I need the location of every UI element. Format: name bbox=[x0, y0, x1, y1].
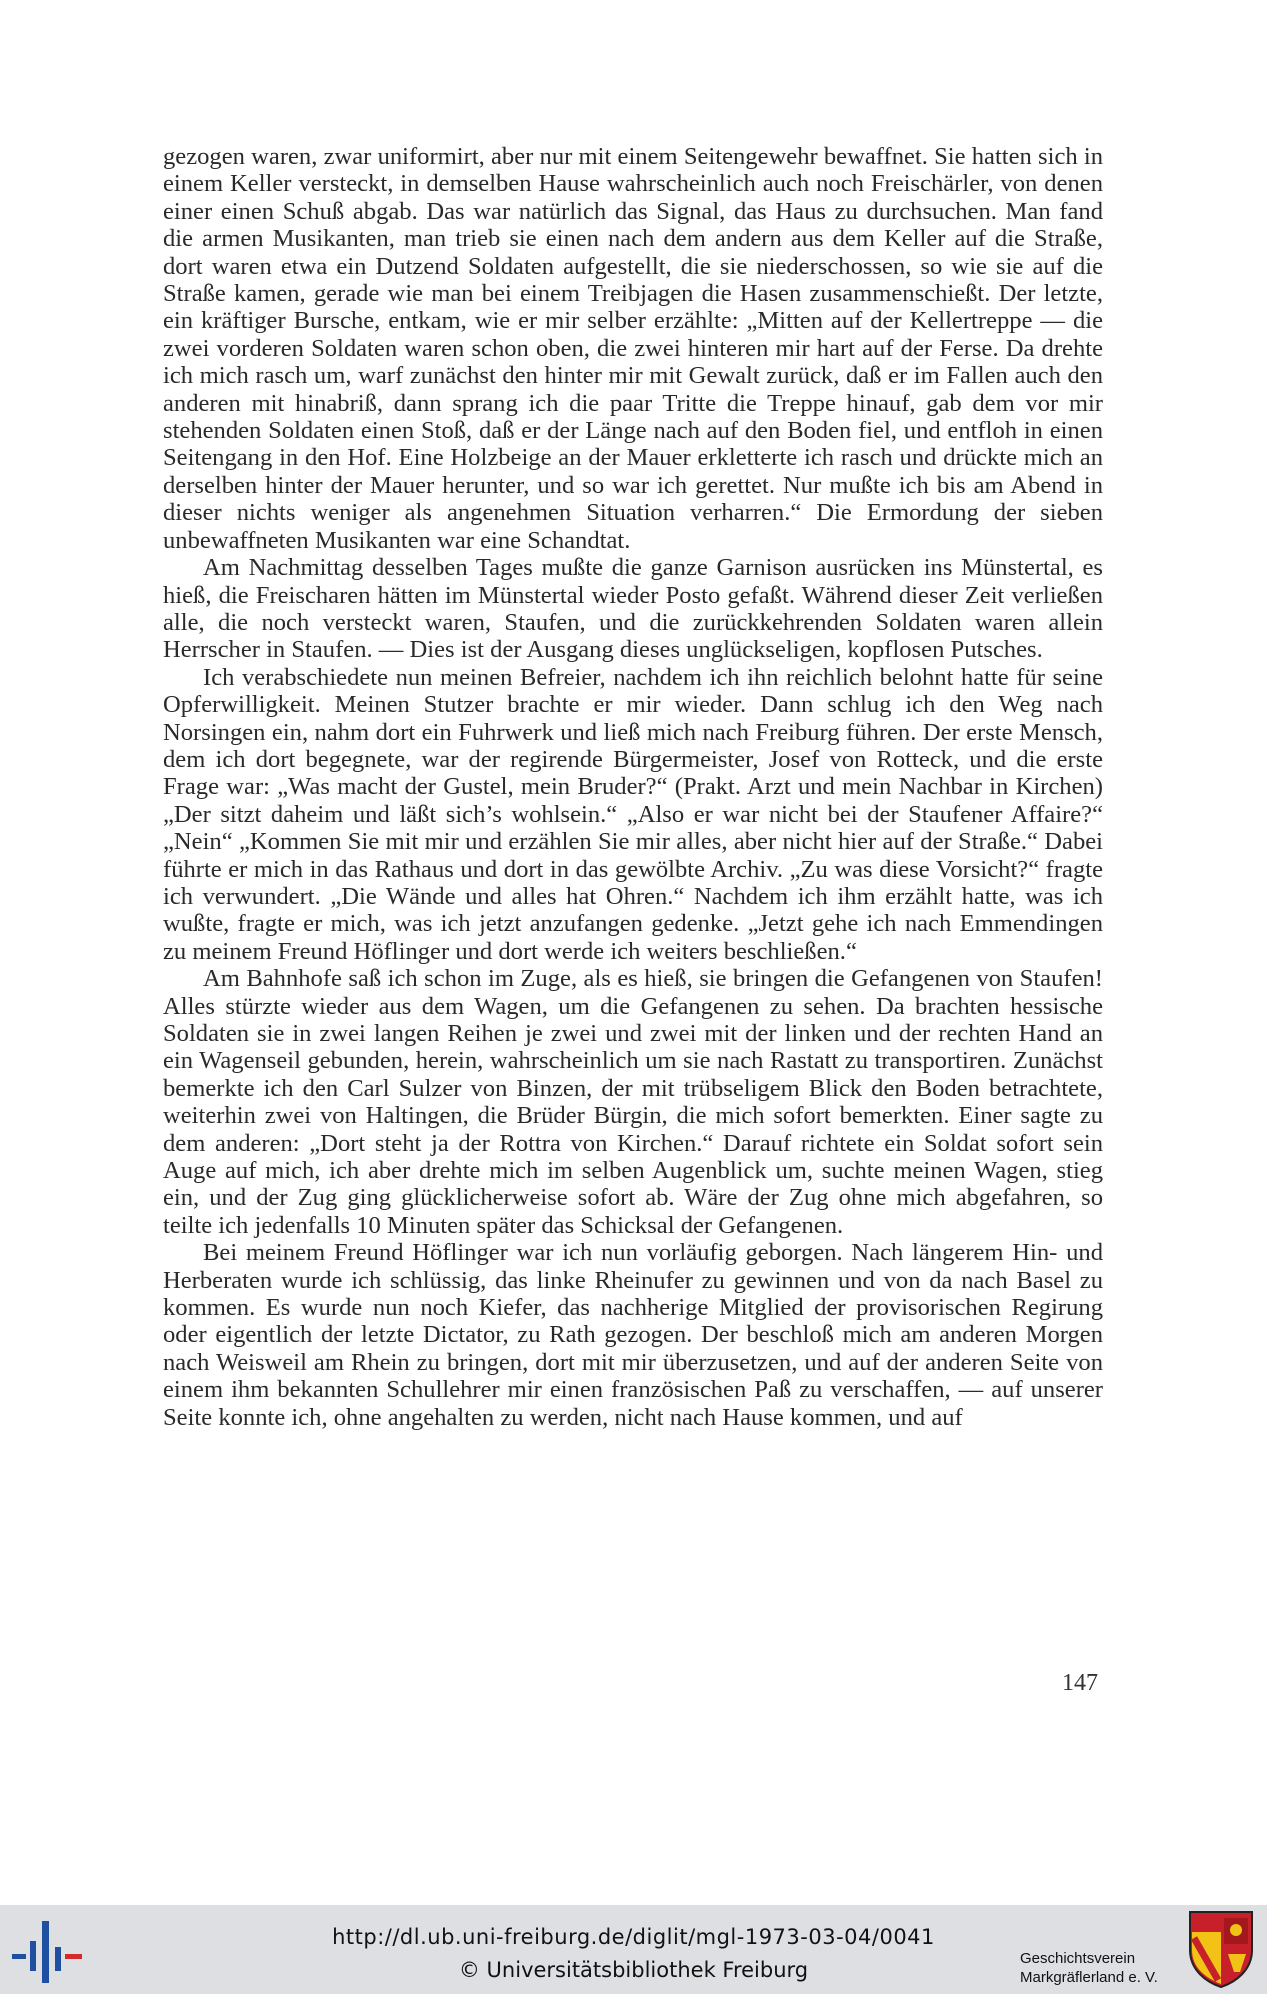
society-name bbox=[1020, 1949, 1180, 1987]
paragraph-3: Ich verabschiedete nun meinen Befreier, nachdem ich ihn reichlich belohnt hatte für seine Opferwilligkeit. Meinen Stutzer brachte er mir wieder. Dann schlug ich den Weg nach Norsingen ein, nahm dort ein Fuhrwerk und ließ mich nach Freiburg führen. Der erste Mensch, dem ich dort begegnete, war der regirende Bürgermeister, Josef von Rotteck, und die erste Frage war: „Was macht der Gustel, mein Bruder?“ (Prakt. Arzt und mein Nachbar in Kirchen) „Der sitzt daheim und läßt sich’s wohlsein.“ „Also er war nicht bei der Staufener Affaire?“ „Nein“ „Kommen Sie mit mir und erzählen Sie mir alles, aber nicht hier auf der Straße.“ Dabei führte er mich in das Rathaus und dort in das gewölbte Archiv. „Zu was diese Vorsicht?“ fragte ich verwundert. „Die Wände und alles hat Ohren.“ Nachdem ich ihm erzählt hatte, was ich wußte, fragte er mich, was ich jetzt anzufangen gedenke. „Jetzt gehe ich nach Emmendingen zu meinem Freund Höflinger und dort werde ich weiters beschließen.“ bbox=[163, 663, 1103, 965]
paragraph-5: Bei meinem Freund Höflinger war ich nun vorläufig geborgen. Nach längerem Hin- und Herberaten wurde ich schlüssig, das linke Rheinufer zu gewinnen und von da nach Basel zu kommen. Es wurde nun noch Kiefer, das nachherige Mitglied der provisorischen Regirung oder eigentlich der letzte Dictator, zu Rath gezogen. Der beschloß mich am anderen Morgen nach Weisweil am Rhein zu bringen, dort mit mir überzusetzen, und auf der anderen Seite von einem ihm bekannten Schullehrer mir einen französischen Paß zu verschaffen, — auf unserer Seite konnte ich, ohne angehalten zu werden, nicht nach Hause kommen, und auf bbox=[163, 1239, 1103, 1431]
paragraph-2: Am Nachmittag desselben Tages mußte die ganze Garnison ausrücken ins Münstertal, es hieß, die Freischaren hätten im Münstertal wieder Posto gefaßt. Während dieser Zeit verließen alle, die noch versteckt waren, Staufen, und die zurückkehrenden Soldaten waren allein Herrscher in Staufen. — Dies ist der Ausgang dieses unglückseligen, kopflosen Putsches. bbox=[163, 554, 1103, 664]
page-body-text bbox=[163, 143, 1103, 1431]
coat-of-arms-icon[interactable] bbox=[1188, 1910, 1254, 1988]
society-name-line-2: Markgräflerland e. V. bbox=[1020, 1969, 1158, 1986]
paragraph-1: gezogen waren, zwar uniformirt, aber nur mit einem Seitengewehr bewaffnet. Sie hatten sich in einem Keller versteckt, in demselben Hause wahrscheinlich auch noch Freischärler, von denen einer einen Schuß abgab. Das war natürlich das Signal, das Haus zu durchsuchen. Man fand die armen Musikanten, man trieb sie einen nach dem andern aus dem Keller auf die Straße, dort waren etwa ein Dutzend Soldaten aufgestellt, die sie niederschossen, so wie sie auf die Straße kamen, gerade wie man bei einem Treibjagen die Hasen zusammenschießt. Der letzte, ein kräftiger Bursche, entkam, wie er mir selber erzählte: „Mitten auf der Kellertreppe — die zwei vorderen Soldaten waren schon oben, die zwei hinteren mir hart auf der Ferse. Da drehte ich mich rasch um, warf zunächst den hinter mir mit Gewalt zurück, daß er im Fallen auch den anderen mit hinabriß, dann sprang ich die paar Tritte die Treppe hinauf, gab dem vor mir stehenden Soldaten einen Stoß, daß er der Länge nach auf den Boden fiel, und entfloh in einen Seitengang in den Hof. Eine Holzbeige an der Mauer erkletterte ich rasch und drückte mich an derselben hinter der Mauer herunter, und so war ich gerettet. Nur mußte ich bis am Abend in dieser nichts weniger als angenehmen Situation verharren.“ Die Ermordung der sieben unbewaffneten Musikanten war eine Schandtat. bbox=[163, 143, 1103, 554]
footer-bar bbox=[0, 1905, 1267, 1994]
source-url-link[interactable]: http://dl.ub.uni-freiburg.de/diglit/mgl-1973-03-04/0041 bbox=[332, 1925, 935, 1949]
copyright-text: © Universitätsbibliothek Freiburg bbox=[458, 1958, 809, 1982]
society-name-line-1: Geschichtsverein bbox=[1020, 1950, 1136, 1967]
paragraph-4: Am Bahnhofe saß ich schon im Zuge, als es hieß, sie bringen die Gefangenen von Staufen! Alles stürzte wieder aus dem Wagen, um die Gefangenen zu sehen. Da brachten hessische Soldaten sie in zwei langen Reihen je zwei und zwei mit der linken und der rechten Hand an ein Wagenseil gebunden, herein, wahrscheinlich um sie nach Rastatt zu transportiren. Zunächst bemerkte ich den Carl Sulzer von Binzen, der mit trübseligem Blick den Boden betrachtete, weiterhin zwei von Haltingen, die Brüder Bürgin, die mich sofort bemerkten. Einer sagte zu dem anderen: „Dort steht ja der Rottra von Kirchen.“ Darauf richtete ein Soldat sofort sein Auge auf mich, ich aber drehte mich im selben Augenblick um, suchte meinen Wagen, stieg ein, und der Zug ging glücklicherweise sofort ab. Wäre der Zug ohne mich abgefahren, so teilte ich jedenfalls 10 Minuten später das Schicksal der Gefangenen. bbox=[163, 965, 1103, 1239]
page-number: 147 bbox=[1062, 1670, 1098, 1696]
